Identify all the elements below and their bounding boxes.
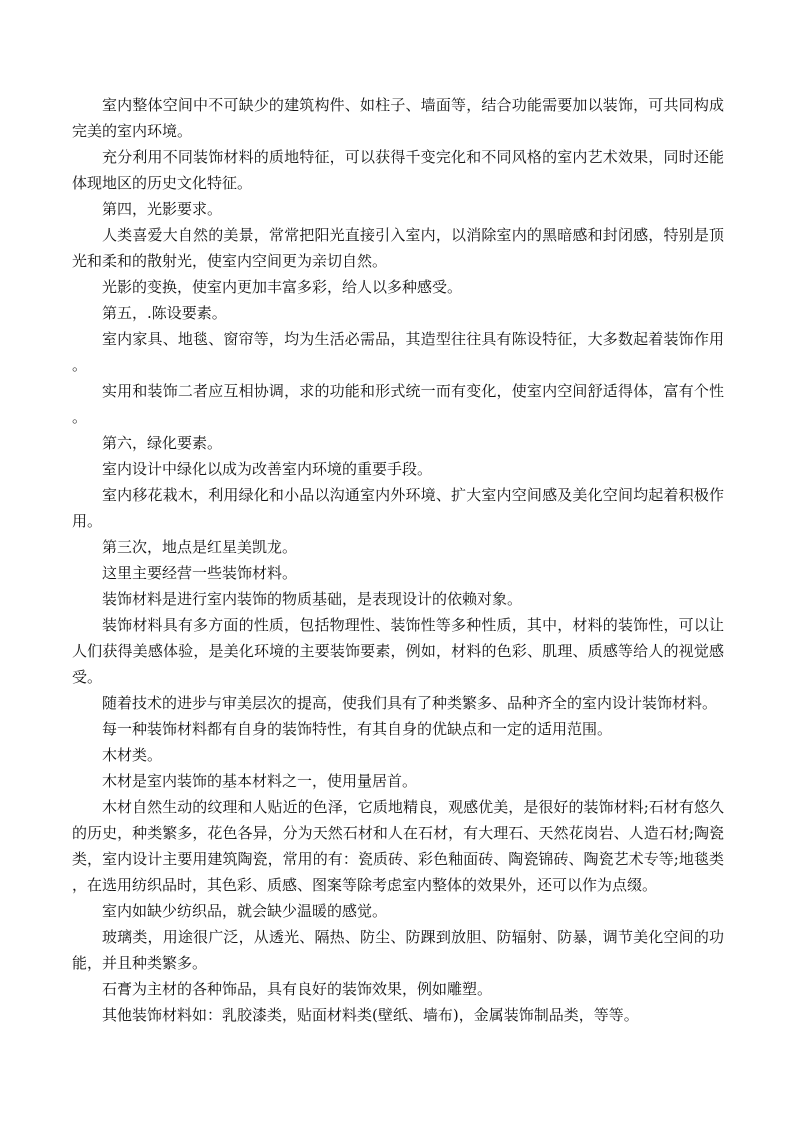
document-body	[72, 92, 724, 1028]
paragraph: 室内移花栽木，利用绿化和小品以沟通室内外环境、扩大室内空间感及美化空间均起着积极作用。	[72, 486, 724, 530]
paragraph: 人类喜爱大自然的美景，常常把阳光直接引入室内，以消除室内的黑暗感和封闭感，特别是顶光和柔和的散射光，使室内空间更为亲切自然。	[72, 226, 724, 270]
paragraph: 光影的变换，使室内更加丰富多彩，给人以多种感受。	[102, 278, 463, 296]
paragraph: 其他装饰材料如：乳胶漆类，贴面材料类(壁纸、墙布)，金属装饰制品类，等等。	[102, 1006, 639, 1024]
paragraph: 这里主要经营一些装饰材料。	[102, 564, 298, 582]
paragraph: 玻璃类，用途很广泛，从透光、隔热、防尘、防踝到放胆、防辐射、防暴，调节美化空间的功能，并且种类繁多。	[72, 928, 724, 972]
paragraph: 每一种装饰材料都有自身的装饰特性，有其自身的优缺点和一定的适用范围。	[102, 720, 613, 738]
paragraph: 木材自然生动的纹理和人贴近的色泽，它质地精良，观感优美，是很好的装饰材料;石材有悠久的历史，种类繁多，花色各异，分为天然石材和人在石材，有大理石、天然花岗岩、人造石材;陶瓷类，室内设计主要用建筑陶瓷，常用的有：瓷质砖、彩色釉面砖、陶瓷锦砖、陶瓷艺术专等;地毯类，在选用纺织品时，其色彩、质感、图案等除考虑室内整体的效果外，还可以作为点缀。	[72, 798, 724, 894]
paragraph: 室内如缺少纺织品，就会缺少温暖的感觉。	[102, 902, 388, 920]
section-heading: 第六，绿化要素。	[102, 434, 223, 452]
section-heading: 第四，光影要求。	[102, 200, 223, 218]
paragraph: 室内家具、地毯、窗帘等，均为生活必需品，其造型往往具有陈设特征，大多数起着装饰作用。	[72, 330, 724, 374]
paragraph: 室内设计中绿化以成为改善室内环境的重要手段。	[102, 460, 433, 478]
section-heading: 第五，.陈设要素。	[102, 304, 227, 322]
paragraph: 充分利用不同装饰材料的质地特征，可以获得千变完化和不同风格的室内艺术效果，同时还能体现地区的历史文化特征。	[72, 148, 724, 192]
section-heading: 木材类。	[102, 746, 163, 764]
section-heading: 第三次，地点是红星美凯龙。	[102, 538, 298, 556]
paragraph: 装饰材料具有多方面的性质，包括物理性、装饰性等多种性质，其中，材料的装饰性，可以让人们获得美感体验，是美化环境的主要装饰要素，例如，材料的色彩、肌理、质感等给人的视觉感受。	[72, 616, 724, 686]
paragraph: 室内整体空间中不可缺少的建筑构件、如柱子、墙面等，结合功能需要加以装饰，可共同构成完美的室内环境。	[72, 96, 724, 140]
paragraph: 实用和装饰二者应互相协调，求的功能和形式统一而有变化，使室内空间舒适得体，富有个性。	[72, 382, 724, 426]
paragraph: 装饰材料是进行室内装饰的物质基础，是表现设计的依赖对象。	[102, 590, 523, 608]
paragraph: 石膏为主材的各种饰品，具有良好的装饰效果，例如雕塑。	[102, 980, 493, 998]
paragraph: 木材是室内装饰的基本材料之一，使用量居首。	[102, 772, 418, 790]
paragraph: 随着技术的进步与审美层次的提高，使我们具有了种类繁多、品种齐全的室内设计装饰材料。	[102, 694, 718, 712]
